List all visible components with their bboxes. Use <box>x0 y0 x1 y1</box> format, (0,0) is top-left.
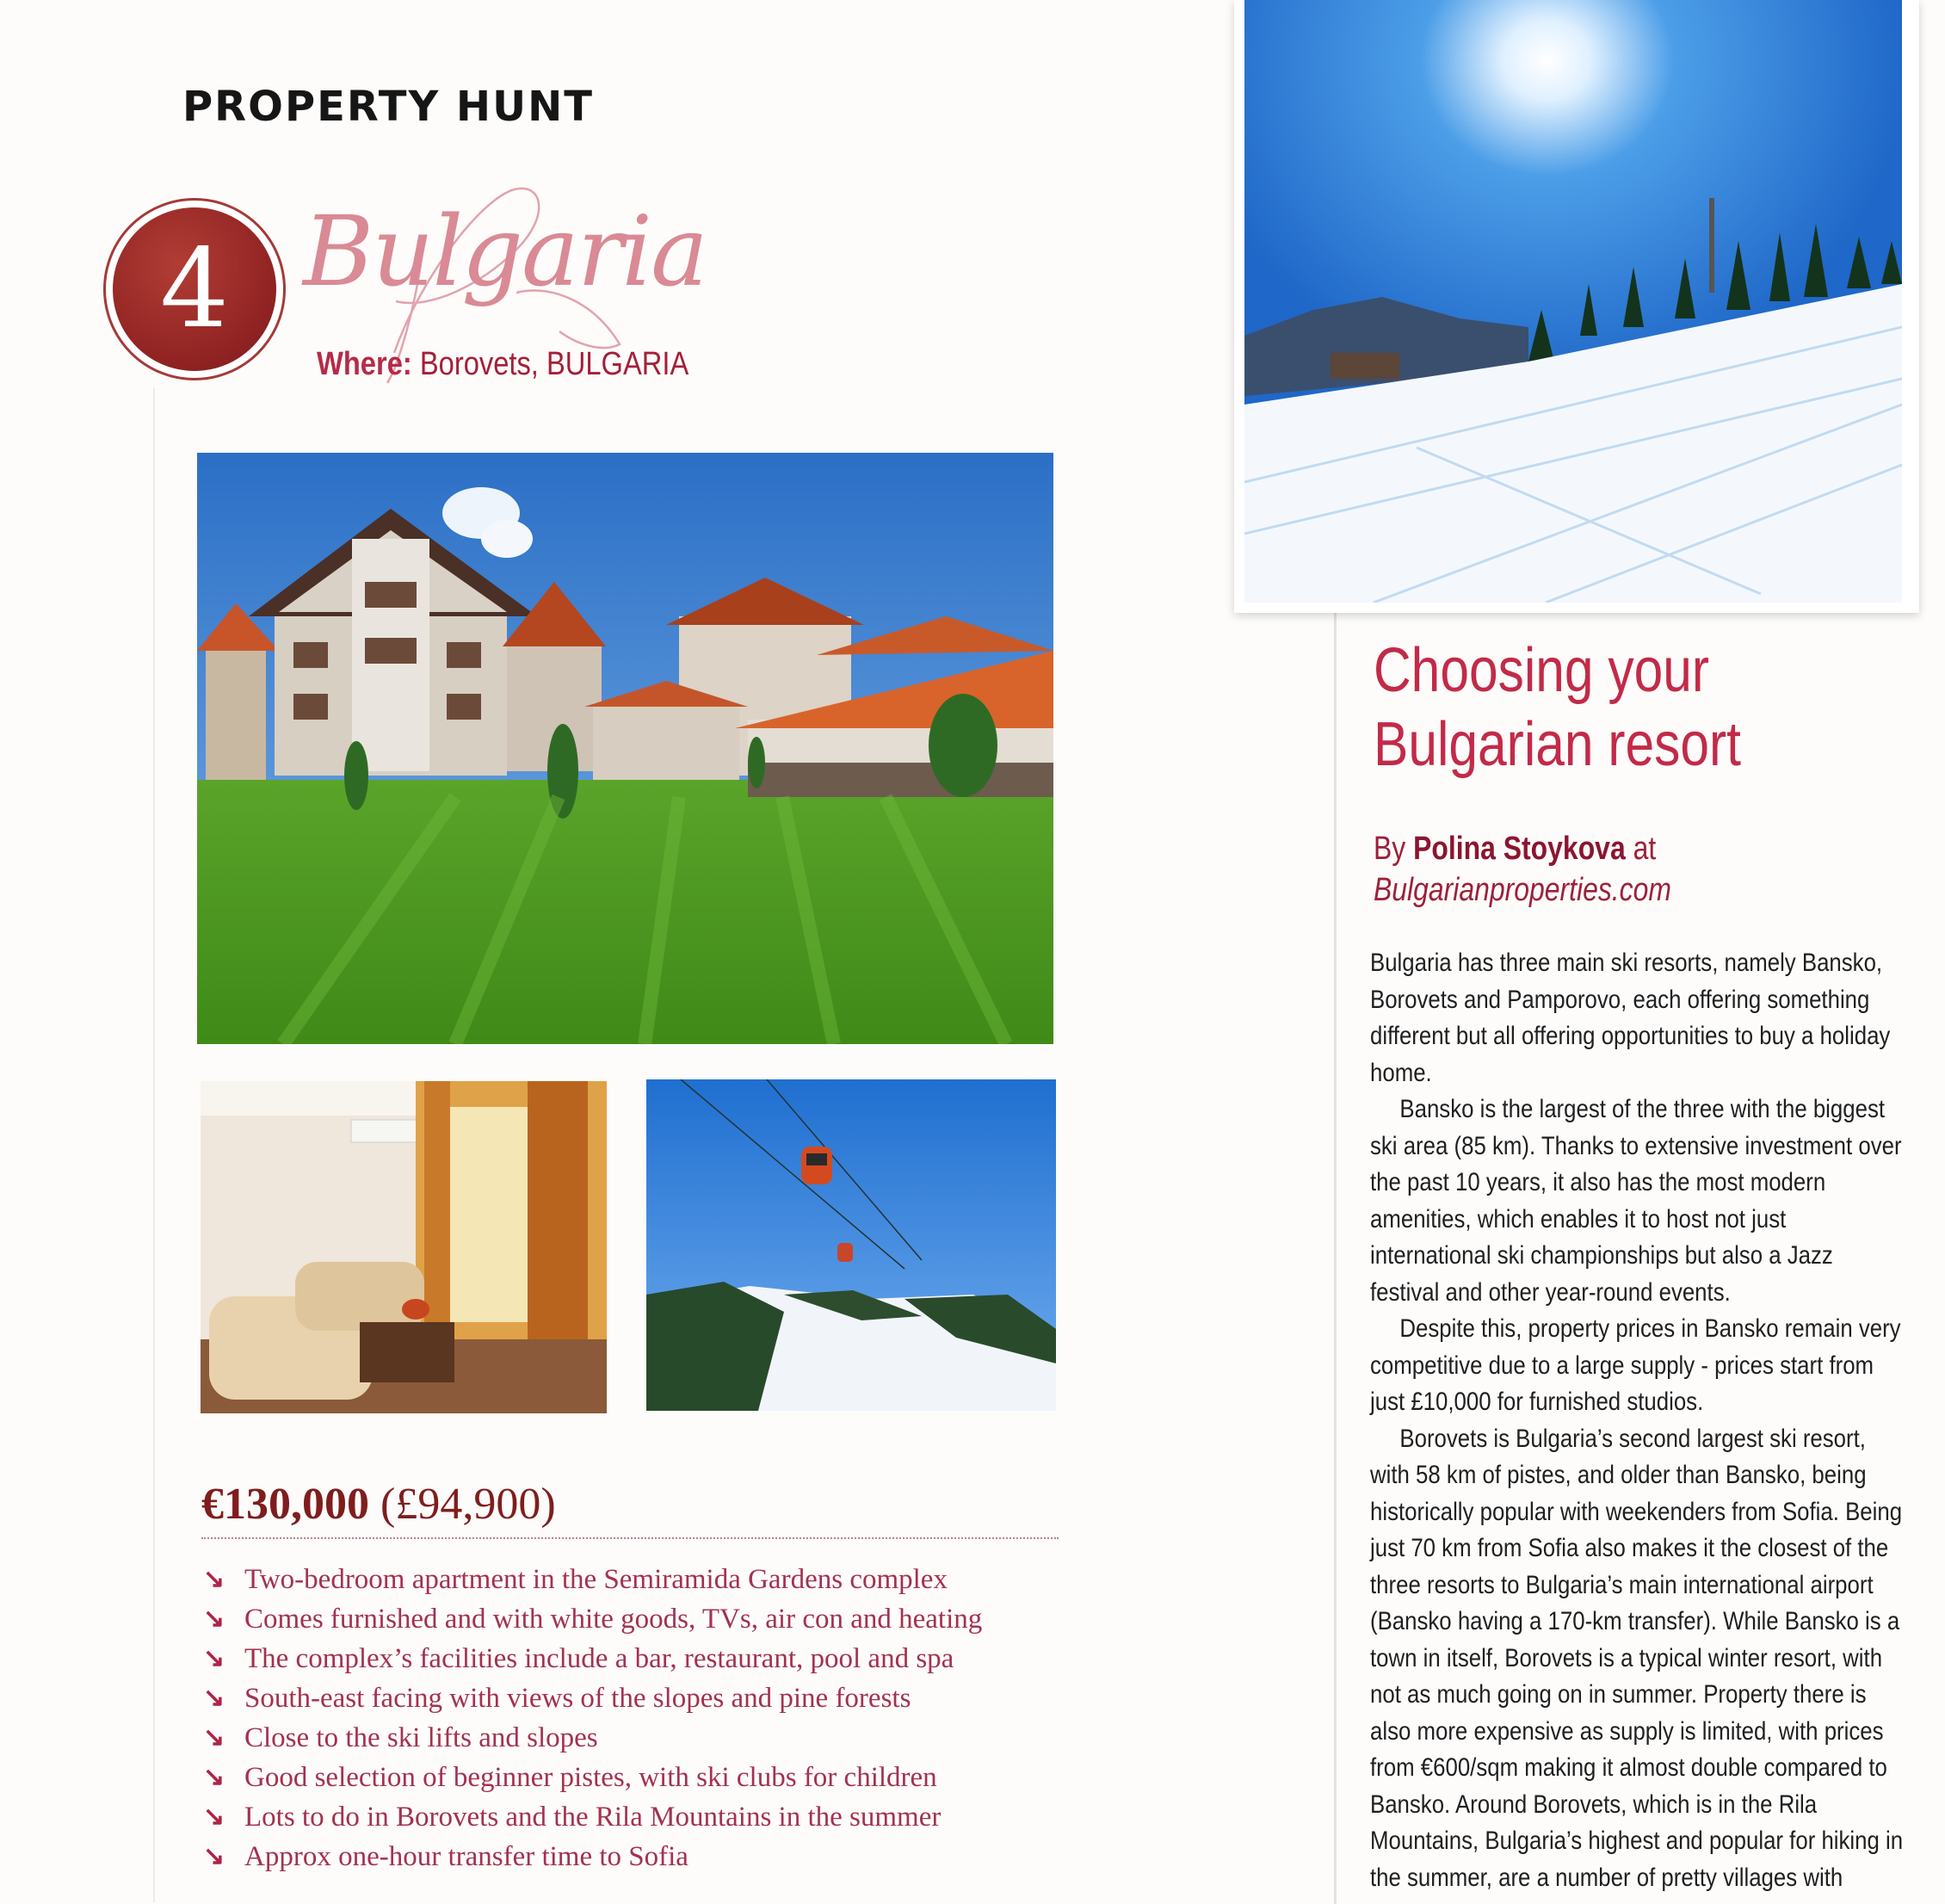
byline-by: By <box>1374 831 1414 867</box>
body-paragraph: Bulgaria has three main ski resorts, namely Bansko, Borovets and Pamporovo, each offering something different but all offering opportunities to buy a holiday home. <box>1370 949 1891 1087</box>
price-eur: €130,000 <box>201 1480 369 1529</box>
snowy-slope-photo <box>1244 0 1902 603</box>
feature-item <box>203 1560 982 1599</box>
sidebar-rule <box>1334 594 1337 1904</box>
byline-author: Polina Stoykova <box>1413 831 1626 867</box>
arrow-down-right-icon: ↘ <box>203 1802 225 1831</box>
arrow-down-right-icon: ↘ <box>203 1565 225 1593</box>
section-kicker: PROPERTY HUNT <box>182 83 594 131</box>
feature-text: South-east facing with views of the slopes and pine forests <box>244 1683 911 1714</box>
arrow-down-right-icon: ↘ <box>203 1723 225 1752</box>
where-line <box>317 346 688 383</box>
feature-item <box>203 1678 982 1718</box>
living-room-photo <box>201 1081 607 1413</box>
ski-gondola-photo <box>646 1079 1056 1411</box>
arrow-down-right-icon: ↘ <box>203 1684 225 1712</box>
feature-text: The complex’s facilities include a bar, restaurant, pool and spa <box>244 1643 954 1674</box>
feature-text: Two-bedroom apartment in the Semiramida Gardens complex <box>244 1564 948 1595</box>
arrow-down-right-icon: ↘ <box>203 1763 225 1791</box>
sidebar-body <box>1370 945 1903 1896</box>
body-paragraph: Despite this, property prices in Bansko remain very competitive due to a large supply - prices start from just £10,000 for furnished studios. <box>1370 1314 1901 1416</box>
country-script-title: Bulgaria <box>303 196 707 308</box>
left-column-rule <box>153 387 155 1902</box>
feature-item <box>203 1599 982 1639</box>
feature-text: Approx one-hour transfer time to Sofia <box>244 1841 688 1872</box>
arrow-down-right-icon: ↘ <box>203 1644 225 1672</box>
entry-number: 4 <box>113 207 276 371</box>
feature-text: Close to the ski lifts and slopes <box>244 1722 598 1753</box>
body-paragraph: Bansko is the largest of the three with the biggest ski area (85 km). Thanks to extensive investment over the past 10 years, it also has the most modern amenities, which enables it to host not just international ski championships but also a Jazz festival and other year-round events. <box>1370 1095 1902 1307</box>
arrow-down-right-icon: ↘ <box>203 1604 225 1633</box>
arrow-down-right-icon: ↘ <box>203 1842 225 1870</box>
feature-text: Good selection of beginner pistes, with ski clubs for children <box>244 1762 937 1793</box>
feature-text: Lots to do in Borovets and the Rila Mountains in the summer <box>244 1802 942 1833</box>
feature-item <box>203 1837 982 1876</box>
price-gbp: (£94,900) <box>369 1480 556 1529</box>
sidebar-title-line-1: Choosing your <box>1374 636 1709 705</box>
listing-price <box>201 1479 556 1530</box>
where-value: Borovets, BULGARIA <box>411 346 689 382</box>
feature-item <box>203 1718 982 1758</box>
sidebar-title-line-2: Bulgarian resort <box>1374 710 1741 779</box>
body-paragraph: Borovets is Bulgaria’s second largest ski resort, with 58 km of pistes, and older than Bansko, being historically popular with weekenders from Sofia. Being just 70 km from Sofia also makes it the closest of the three resorts to Bulgaria’s main international airport (Bansko having a 170-km transfer). While Bansko is a town in itself, Borovets is a typical winter resort, with not as much going on in summer. Property there is also more expensive as supply is limited, with prices from €600/sqm making it almost double compared to Bansko. Around Borovets, which is in the Rila Mountains, Bulgaria’s highest and popular for hiking in the summer, are a number of pretty villages with <box>1370 1424 1904 1892</box>
price-divider <box>201 1537 1059 1539</box>
byline <box>1374 828 1671 911</box>
byline-site: Bulgarianproperties.com <box>1374 872 1671 908</box>
feature-list <box>203 1560 982 1876</box>
where-label: Where: <box>317 346 412 382</box>
sidebar-title <box>1374 634 1741 782</box>
feature-text: Comes furnished and with white goods, TVs, air con and heating <box>244 1604 983 1635</box>
resort-complex-photo <box>197 453 1053 1044</box>
feature-item <box>203 1758 982 1797</box>
feature-item <box>203 1797 982 1837</box>
feature-item <box>203 1639 982 1678</box>
byline-at: at <box>1625 831 1657 867</box>
entry-number-badge <box>103 198 286 380</box>
